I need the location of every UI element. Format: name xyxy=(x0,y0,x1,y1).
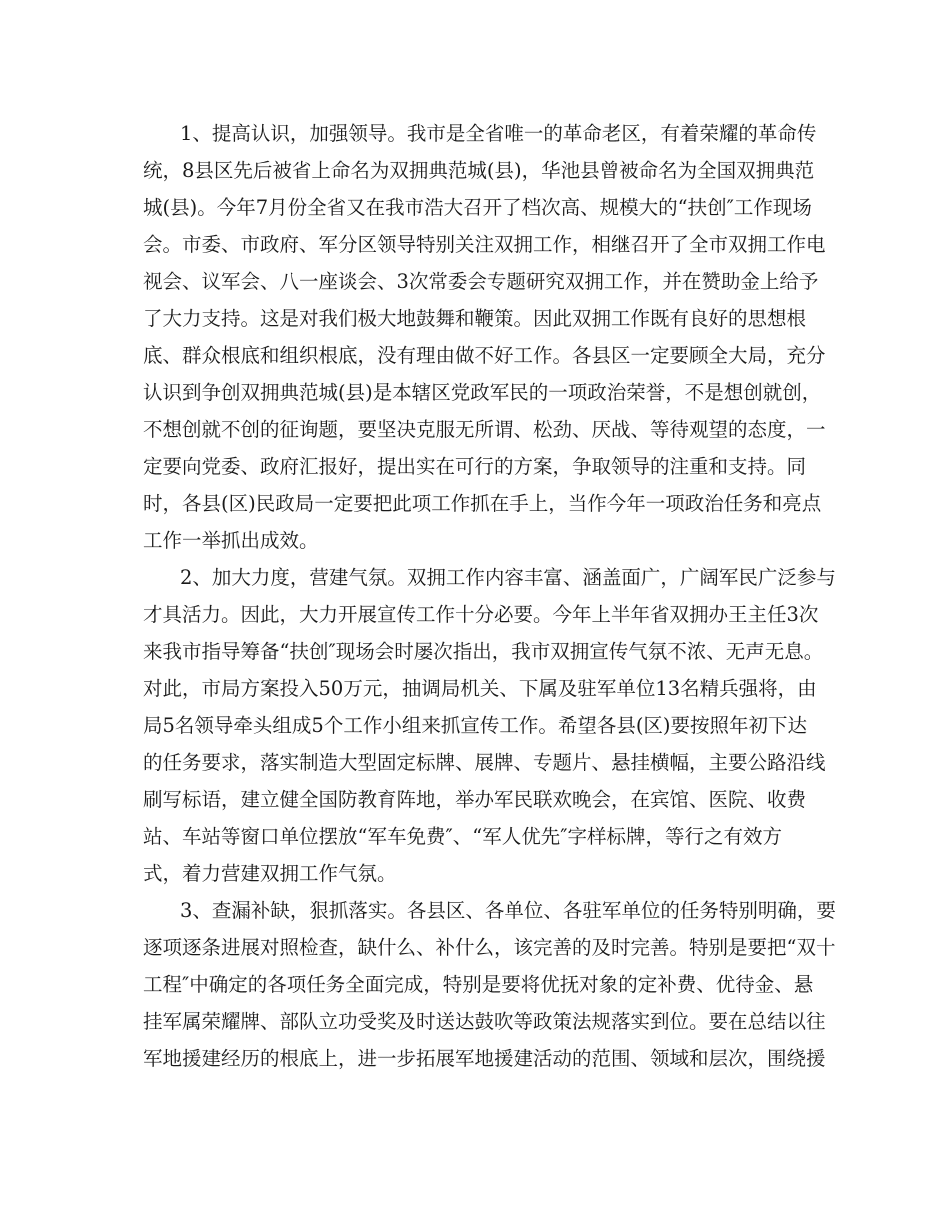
text-line: 了大力支持。这是对我们极大地鼓舞和鞭策。因此双拥工作既有良好的思想根 xyxy=(143,307,807,330)
text-line: 定要向党委、政府汇报好，提出实在可行的方案，争取领导的注重和支持。同 xyxy=(143,455,807,478)
text-line: 统，8县区先后被省上命名为双拥典范城(县)，华池县曾被命名为全国双拥典范 xyxy=(143,159,815,182)
text-line: 底、群众根底和组织根底，没有理由做不好工作。各县区一定要顾全大局，充分 xyxy=(143,344,826,367)
text-line: 来我市指导筹备“扶创″现场会时屡次指出，我市双拥宣传气氛不浓、无声无息。 xyxy=(143,640,824,663)
text-line: 逐项逐条进展对照检查，缺什么、补什么，该完善的及时完善。特别是要把“双十 xyxy=(143,936,836,959)
text-line: 2、加大力度，营建气氛。双拥工作内容丰富、涵盖面广，广阔军民广泛参与 xyxy=(180,566,836,589)
text-line: 3、查漏补缺，狠抓落实。各县区、各单位、各驻军单位的任务特别明确，要 xyxy=(180,899,836,922)
text-line: 不想创就不创的征询题，要坚决克服无所谓、松劲、厌战、等待观望的态度，一 xyxy=(143,418,826,441)
text-line: 认识到争创双拥典范城(县)是本辖区党政军民的一项政治荣誉，不是想创就创， xyxy=(143,381,822,404)
text-line: 军地援建经历的根底上，进一步拓展军地援建活动的范围、领域和层次，围绕援 xyxy=(143,1047,826,1070)
text-line: 会。市委、市政府、军分区领导特别关注双拥工作，相继召开了全市双拥工作电 xyxy=(143,233,826,256)
text-line: 时，各县(区)民政局一定要把此项工作抓在手上，当作今年一项政治任务和亮点 xyxy=(143,492,822,515)
text-line: 的任务要求，落实制造大型固定标牌、展牌、专题片、悬挂横幅，主要公路沿线 xyxy=(143,751,826,774)
text-line: 工作一举抓出成效。 xyxy=(143,529,319,552)
text-line: 城(县)。今年7月份全省又在我市浩大召开了档次高、规模大的“扶创″工作现场 xyxy=(143,196,812,219)
text-line: 1、提高认识，加强领导。我市是全省唯一的革命老区，有着荣耀的革命传 xyxy=(180,122,817,145)
text-line: 对此，市局方案投入50万元，抽调局机关、下属及驻军单位13名精兵强将，由 xyxy=(143,677,817,700)
text-line: 局5名领导牵头组成5个工作小组来抓宣传工作。希望各县(区)要按照年初下达 xyxy=(143,714,808,737)
text-line: 视会、议军会、八一座谈会、3次常委会专题研究双拥工作，并在赞助金上给予 xyxy=(143,270,819,293)
text-line: 刷写标语，建立健全国防教育阵地，举办军民联欢晚会，在宾馆、医院、收费 xyxy=(143,788,807,811)
text-line: 才具活力。因此，大力开展宣传工作十分必要。今年上半年省双拥办王主任3次 xyxy=(143,603,819,626)
text-line: 工程″中确定的各项任务全面完成，特别是要将优抚对象的定补费、优待金、悬 xyxy=(143,973,814,996)
text-line: 挂军属荣耀牌、部队立功受奖及时送达鼓吹等政策法规落实到位。要在总结以往 xyxy=(143,1010,826,1033)
text-line: 站、车站等窗口单位摆放“军车免费″、“军人优先″字样标牌，等行之有效方 xyxy=(143,825,783,848)
text-line: 式，着力营建双拥工作气氛。 xyxy=(143,862,397,885)
